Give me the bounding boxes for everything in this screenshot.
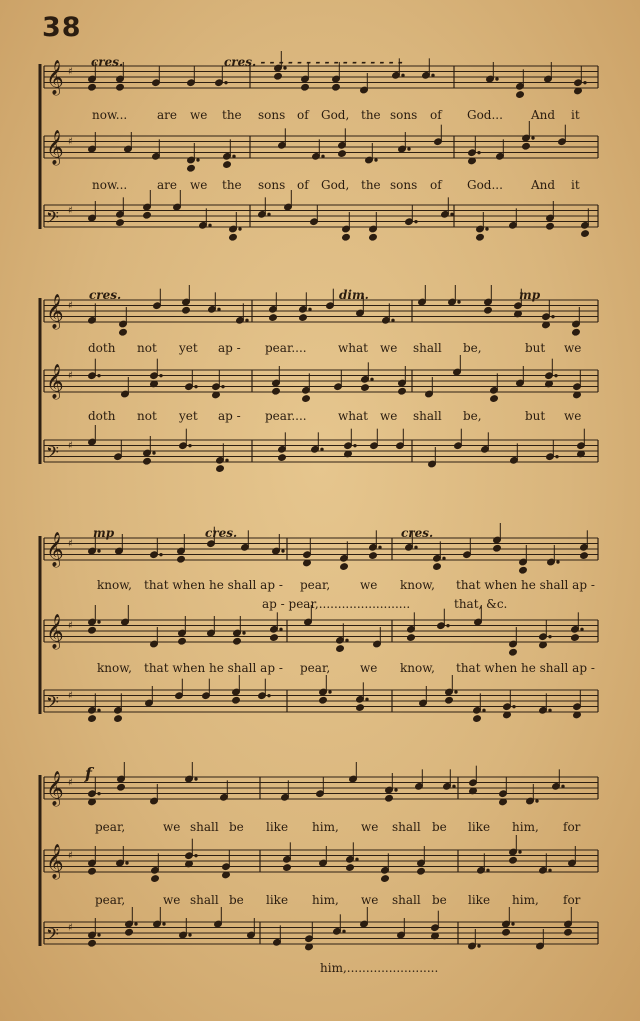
lyric: be — [229, 820, 244, 834]
lyric: know, — [97, 578, 132, 592]
note-head — [572, 328, 581, 336]
notes — [46, 51, 589, 951]
note-head — [546, 222, 555, 230]
sharp-icon: ♯ — [68, 850, 73, 862]
dynamic-mp: mp — [519, 288, 541, 302]
lyric: him, — [312, 820, 339, 834]
note-head — [332, 83, 341, 91]
dot — [557, 561, 559, 563]
dot — [268, 694, 270, 696]
lyric: we — [361, 893, 379, 907]
treble-clef-icon: 𝄞 — [46, 614, 64, 649]
dot — [322, 155, 324, 157]
lyric: are — [157, 178, 177, 192]
dot — [432, 74, 434, 76]
sharp-icon: ♯ — [68, 440, 73, 452]
lyric: shall — [413, 341, 442, 355]
dot — [160, 553, 162, 555]
note-head — [398, 387, 407, 395]
note-head — [493, 544, 502, 552]
dynamic-cres: cres. — [401, 526, 434, 540]
dot — [584, 81, 586, 83]
lyric: the — [361, 178, 381, 192]
dot — [309, 308, 311, 310]
lyric: like — [468, 893, 491, 907]
sharp-icon: ♯ — [68, 66, 73, 78]
dot — [321, 448, 323, 450]
lyric: shall — [190, 893, 219, 907]
dot — [346, 639, 348, 641]
lyric: that when he shall ap - — [144, 578, 283, 592]
note-head — [88, 626, 97, 634]
lyric: yet — [179, 341, 198, 355]
note-head — [417, 867, 426, 875]
dynamic-cres: cres. — [205, 526, 238, 540]
dot — [98, 934, 100, 936]
dot — [536, 800, 538, 802]
note-head — [274, 72, 283, 80]
page-number: 38 — [42, 12, 82, 43]
dot — [487, 869, 489, 871]
note-head — [117, 783, 126, 791]
note-head — [283, 864, 292, 872]
lyric: shall — [392, 820, 421, 834]
note-head — [476, 233, 485, 241]
lyric: what — [338, 341, 368, 355]
lyric: we — [360, 578, 378, 592]
dot — [552, 315, 554, 317]
bass-clef-icon: 𝄢 — [46, 692, 59, 716]
note-head — [433, 563, 442, 571]
lyric: we — [380, 409, 398, 423]
note-head — [407, 634, 416, 642]
lyric: know, — [97, 661, 132, 675]
note-head — [385, 794, 394, 802]
lyric: we — [564, 409, 582, 423]
lyric: we — [361, 820, 379, 834]
dot — [280, 628, 282, 630]
dynamic-mp: mp — [93, 526, 115, 540]
lyric: sons — [390, 178, 418, 192]
dot — [189, 934, 191, 936]
note-head — [516, 91, 525, 99]
note-head — [580, 552, 589, 560]
note-head — [509, 856, 518, 864]
lyric: we — [190, 178, 208, 192]
dynamic-cres-2: cres. - - - - - - - - - - - - - - - - — [224, 55, 403, 69]
dot — [160, 374, 162, 376]
note-head — [223, 161, 232, 169]
note-head — [272, 387, 281, 395]
lyric: for — [563, 893, 581, 907]
note-head — [229, 233, 238, 241]
lyric: God... — [467, 108, 503, 122]
bass-clef-icon: 𝄢 — [46, 924, 59, 948]
sharp-icon: ♯ — [68, 370, 73, 382]
lyric: pear, — [300, 578, 331, 592]
dot — [354, 444, 356, 446]
dot — [562, 785, 564, 787]
sharp-icon: ♯ — [68, 777, 73, 789]
dot — [195, 778, 197, 780]
dot — [243, 632, 245, 634]
dot — [483, 709, 485, 711]
sharp-icon: ♯ — [68, 922, 73, 934]
lyric: of — [430, 108, 442, 122]
note-head — [381, 875, 390, 883]
dot — [519, 851, 521, 853]
lyric: be — [432, 820, 447, 834]
lyric: we — [380, 341, 398, 355]
lyric: we — [163, 893, 181, 907]
dot — [375, 159, 377, 161]
note-head — [269, 314, 278, 322]
note-head — [509, 648, 518, 656]
dot — [163, 923, 165, 925]
dynamic-cres-1: cres. — [91, 55, 124, 69]
dot — [246, 319, 248, 321]
lyric: sons — [258, 108, 286, 122]
note-head — [340, 563, 349, 571]
dot — [392, 319, 394, 321]
dot — [395, 789, 397, 791]
dot — [549, 635, 551, 637]
note-head — [319, 696, 328, 704]
lyric: not — [137, 409, 157, 423]
note-head — [301, 83, 310, 91]
dot — [233, 155, 235, 157]
note-head — [445, 696, 454, 704]
dot — [98, 621, 100, 623]
dot — [126, 862, 128, 864]
dot — [379, 546, 381, 548]
lyric: it — [571, 178, 580, 192]
bass-clef-icon: 𝄢 — [46, 207, 59, 231]
lyric: that when he shall ap - — [144, 661, 283, 675]
dot — [443, 557, 445, 559]
note-head — [336, 645, 345, 653]
lyric: God, — [321, 108, 350, 122]
dot — [549, 869, 551, 871]
dot — [371, 378, 373, 380]
dot — [486, 228, 488, 230]
note-head — [564, 928, 573, 936]
dot — [402, 74, 404, 76]
sharp-icon: ♯ — [68, 620, 73, 632]
lyric: him, — [312, 893, 339, 907]
lyric: for — [563, 820, 581, 834]
note-head — [178, 637, 187, 645]
lyric: be — [229, 893, 244, 907]
lyric: sons — [258, 178, 286, 192]
lyric: we — [190, 108, 208, 122]
dot — [415, 220, 417, 222]
dot — [343, 930, 345, 932]
dot — [415, 546, 417, 548]
lyric: shall — [392, 893, 421, 907]
dot — [458, 301, 460, 303]
lyric: of — [297, 108, 309, 122]
treble-clef-icon: 𝄞 — [46, 844, 64, 879]
dot — [512, 923, 514, 925]
dot — [356, 858, 358, 860]
lyric: pear.... — [265, 409, 307, 423]
note-head — [177, 555, 186, 563]
dot — [189, 444, 191, 446]
dot — [225, 81, 227, 83]
note-head — [356, 704, 365, 712]
lyric: pear.... — [265, 341, 307, 355]
dot — [98, 709, 100, 711]
lyric: know, — [400, 578, 435, 592]
dot — [195, 385, 197, 387]
lyric: shall — [413, 409, 442, 423]
note-head — [369, 552, 378, 560]
lyric: like — [266, 820, 289, 834]
dot — [197, 159, 199, 161]
dot — [218, 308, 220, 310]
lyric: we — [163, 820, 181, 834]
dot — [478, 945, 480, 947]
lyric: know, — [400, 661, 435, 675]
note-head — [338, 150, 347, 158]
dot — [153, 452, 155, 454]
lyric: pear, — [95, 893, 126, 907]
lyric: be — [432, 893, 447, 907]
note-head — [571, 634, 580, 642]
dot — [282, 550, 284, 552]
note-head — [484, 306, 493, 314]
lyric: shall — [190, 820, 219, 834]
lyric: are — [157, 108, 177, 122]
dot — [451, 213, 453, 215]
lyric: that when he shall ap - — [456, 661, 595, 675]
note-head — [88, 715, 97, 723]
note-head — [369, 233, 378, 241]
lyric: be, — [463, 409, 482, 423]
dot — [555, 374, 557, 376]
sharp-icon: ♯ — [68, 205, 73, 217]
dot — [98, 550, 100, 552]
note-head — [182, 306, 191, 314]
note-head — [270, 634, 279, 642]
sharp-icon: ♯ — [68, 136, 73, 148]
note-head — [302, 395, 311, 403]
note-head — [361, 384, 370, 392]
lyric: yet — [179, 409, 198, 423]
lyric: pear, — [95, 820, 126, 834]
dot — [581, 628, 583, 630]
note-head — [519, 566, 528, 574]
lyric: we — [564, 341, 582, 355]
lyric: of — [430, 178, 442, 192]
lyric: sons — [390, 108, 418, 122]
note-head — [114, 715, 123, 723]
note-head — [151, 875, 160, 883]
dynamic-dim: dim. — [339, 288, 369, 302]
lyric: pear, — [300, 661, 331, 675]
dynamic-cres: cres. — [89, 288, 122, 302]
dot — [513, 705, 515, 707]
lyric-alto: ap - pear,........................ — [262, 597, 411, 611]
dot — [222, 385, 224, 387]
dynamic-forte: f — [85, 764, 92, 783]
lyric: now... — [92, 178, 128, 192]
lyric: but — [525, 341, 546, 355]
treble-clef-icon: 𝄞 — [46, 294, 64, 329]
dot — [226, 459, 228, 461]
lyric: doth — [88, 341, 116, 355]
treble-clef-icon: 𝄞 — [46, 364, 64, 399]
note-head — [88, 867, 97, 875]
note-head — [473, 715, 482, 723]
lyric: not — [137, 341, 157, 355]
note-head — [342, 233, 351, 241]
note-head — [299, 314, 308, 322]
dot — [532, 137, 534, 139]
lyric: but — [525, 409, 546, 423]
lyric: of — [297, 178, 309, 192]
dot — [98, 374, 100, 376]
note-head — [119, 328, 128, 336]
dot — [195, 854, 197, 856]
note-head — [216, 465, 225, 473]
dot — [455, 691, 457, 693]
sharp-icon: ♯ — [68, 538, 73, 550]
dot — [549, 709, 551, 711]
note-head — [233, 637, 242, 645]
note-head — [346, 864, 355, 872]
lyric: like — [468, 820, 491, 834]
lyric: ap - — [218, 409, 241, 423]
lyric-alto: that, &c. — [454, 597, 508, 611]
lyric: we — [360, 661, 378, 675]
lyric-bass: him,........................ — [320, 961, 439, 975]
dot — [366, 698, 368, 700]
treble-clef-icon: 𝄞 — [46, 130, 64, 165]
note-head — [502, 928, 511, 936]
lyric: now... — [92, 108, 128, 122]
dot — [408, 148, 410, 150]
lyric: ap - — [218, 341, 241, 355]
lyric: the — [361, 108, 381, 122]
lyric: the — [222, 108, 242, 122]
lyric: it — [571, 108, 580, 122]
lyric: God, — [321, 178, 350, 192]
dot — [453, 785, 455, 787]
note-head — [187, 164, 196, 172]
lyric: God... — [467, 178, 503, 192]
bass-clef-icon: 𝄢 — [46, 442, 59, 466]
lyric: And — [531, 178, 556, 192]
sharp-icon: ♯ — [68, 690, 73, 702]
note-head — [522, 142, 531, 150]
staff-lines — [40, 64, 598, 946]
note-head — [278, 454, 287, 462]
dot — [98, 792, 100, 794]
lyric: him, — [512, 820, 539, 834]
dot — [209, 224, 211, 226]
note-head — [581, 230, 590, 238]
note-head — [143, 457, 152, 465]
dot — [239, 228, 241, 230]
dot — [447, 624, 449, 626]
note-head — [232, 696, 241, 704]
dot — [135, 923, 137, 925]
dot — [268, 213, 270, 215]
note-head — [88, 83, 97, 91]
note-head — [125, 928, 134, 936]
lyric: that when he shall ap - — [456, 578, 595, 592]
note-head — [490, 395, 499, 403]
treble-clef-icon: 𝄞 — [46, 532, 64, 567]
note-head — [143, 211, 152, 219]
dot — [556, 455, 558, 457]
lyric: what — [338, 409, 368, 423]
dot — [329, 691, 331, 693]
lyric: And — [531, 108, 556, 122]
sharp-icon: ♯ — [68, 300, 73, 312]
dot — [496, 78, 498, 80]
dot — [478, 151, 480, 153]
note-head — [116, 219, 125, 227]
lyric: like — [266, 893, 289, 907]
lyric: be, — [463, 341, 482, 355]
treble-clef-icon: 𝄞 — [46, 60, 64, 95]
note-head — [116, 83, 125, 91]
lyric: him, — [512, 893, 539, 907]
treble-clef-icon: 𝄞 — [46, 771, 64, 806]
note-head — [88, 939, 97, 947]
lyric: doth — [88, 409, 116, 423]
lyric: the — [222, 178, 242, 192]
